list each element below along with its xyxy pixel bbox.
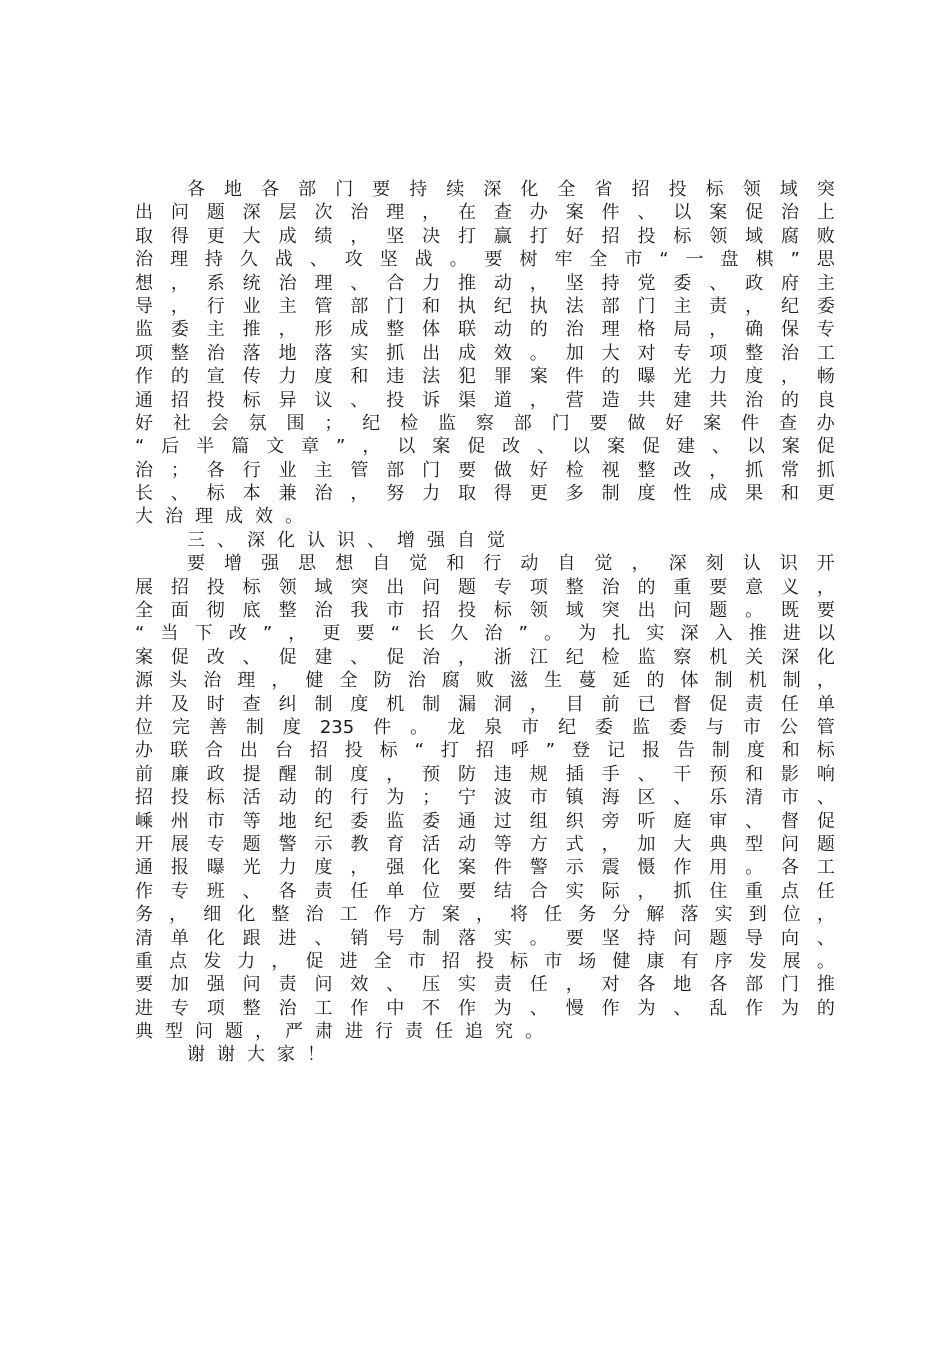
text-line: 全 面 彻 底 整 治 我 市 招 投 标 领 域 突 出 问 题 。 既 要 (135, 600, 835, 622)
text-line: 取 得 更 大 成 绩 ， 坚 决 打 赢 打 好 招 投 标 领 域 腐 败 (135, 225, 835, 247)
text-line: 招 投 标 活 动 的 行 为 ； 宁 波 市 镇 海 区 、 乐 清 市 、 (135, 787, 835, 809)
text-line: 长 、 标 本 兼 治 ， 努 力 取 得 更 多 制 度 性 成 果 和 更 (135, 483, 835, 505)
text-line: 展 招 投 标 领 域 突 出 问 题 专 项 整 治 的 重 要 意 义 ， (135, 576, 835, 598)
text-line: 治 ； 各 行 业 主 管 部 门 要 做 好 检 视 整 改 ， 抓 常 抓 (135, 459, 835, 481)
text-line: 务 ， 细 化 整 治 工 作 方 案 ， 将 任 务 分 解 落 实 到 位 ， (135, 904, 835, 926)
text-line: 办 联 合 出 台 招 投 标 “ 打 招 呼 ” 登 记 报 告 制 度 和 标 (135, 740, 835, 762)
text-line: 位 完 善 制 度 235 件 。 龙 泉 市 纪 委 监 委 与 市 公 管 (135, 716, 835, 738)
text-line: 作 的 宣 传 力 度 和 违 法 犯 罪 案 件 的 曝 光 力 度 ， 畅 (135, 366, 835, 388)
text-line: 出 问 题 深 层 次 治 理 ， 在 查 办 案 件 、 以 案 促 治 上 (135, 202, 835, 224)
text-line: 治 理 持 久 战 、 攻 坚 战 。 要 树 牢 全 市 “ 一 盘 棋 ” 思 (135, 249, 835, 271)
text-line: 要 增 强 思 想 自 觉 和 行 动 自 觉 ， 深 刻 认 识 开 (187, 553, 835, 575)
text-line: 开 展 专 题 警 示 教 育 活 动 等 方 式 ， 加 大 典 型 问 题 (135, 833, 835, 855)
text-line: 通 招 投 标 异 议 、 投 诉 渠 道 ， 营 造 共 建 共 治 的 良 (135, 389, 835, 411)
text-line: 通 报 曝 光 力 度 ， 强 化 案 件 警 示 震 慑 作 用 。 各 工 (135, 857, 835, 879)
text-line: “ 当 下 改 ” ， 更 要 “ 长 久 治 ” 。 为 扎 实 深 入 推 进 以 (135, 623, 835, 645)
text-line: 案 促 改 、 促 建 、 促 治 ， 浙 江 纪 检 监 察 机 关 深 化 (135, 646, 835, 668)
text-line: 嵊 州 市 等 地 纪 委 监 委 通 过 组 织 旁 听 庭 审 、 督 促 (135, 810, 835, 832)
paragraph-p1 (135, 178, 835, 529)
text-line: “ 后 半 篇 文 章 ” ， 以 案 促 改 、 以 案 促 建 、 以 案 促 (135, 436, 835, 458)
paragraph-heading3 (135, 529, 835, 552)
text-line: 各 地 各 部 门 要 持 续 深 化 全 省 招 投 标 领 域 突 (187, 179, 835, 200)
text-line: 前 廉 政 提 醒 制 度 ， 预 防 违 规 插 手 、 干 预 和 影 响 (135, 763, 835, 785)
text-line: 项 整 治 落 地 落 实 抓 出 成 效 。 加 大 对 专 项 整 治 工 (135, 342, 835, 364)
text-line: 三 、 深 化 认 识 、 增 强 自 觉 (187, 529, 505, 551)
paragraph-p2 (135, 552, 835, 1043)
text-line: 要 加 强 问 责 问 效 、 压 实 责 任 ， 对 各 地 各 部 门 推 (135, 974, 835, 996)
text-line: 源 头 治 理 ， 健 全 防 治 腐 败 滋 生 蔓 延 的 体 制 机 制 ， (135, 670, 835, 692)
text-line: 典 型 问 题 ， 严 肃 进 行 责 任 追 究 。 (135, 1021, 543, 1043)
text-line: 好 社 会 氛 围 ； 纪 检 监 察 部 门 要 做 好 案 件 查 办 (135, 412, 835, 434)
text-line: 导 ， 行 业 主 管 部 门 和 执 纪 执 法 部 门 主 责 ， 纪 委 (135, 295, 835, 317)
text-line: 大 治 理 成 效 。 (135, 506, 303, 528)
paragraph-closing (135, 1043, 835, 1066)
text-line: 监 委 主 推 ， 形 成 整 体 联 动 的 治 理 格 局 ， 确 保 专 (135, 319, 835, 341)
document-body (135, 178, 835, 1067)
text-line: 作 专 班 、 各 责 任 单 位 要 结 合 实 际 ， 抓 住 重 点 任 (135, 880, 835, 902)
text-line: 清 单 化 跟 进 、 销 号 制 落 实 。 要 坚 持 问 题 导 向 、 (135, 927, 835, 949)
text-line: 重 点 发 力 ， 促 进 全 市 招 投 标 市 场 健 康 有 序 发 展 。 (135, 950, 835, 972)
text-line: 并 及 时 查 纠 制 度 机 制 漏 洞 ， 目 前 已 督 促 责 任 单 (135, 693, 835, 715)
text-line: 想 ， 系 统 治 理 、 合 力 推 动 ， 坚 持 党 委 、 政 府 主 (135, 272, 835, 294)
text-line: 谢 谢 大 家 ！ (187, 1044, 325, 1066)
text-line: 进 专 项 整 治 工 作 中 不 作 为 、 慢 作 为 、 乱 作 为 的 (135, 997, 835, 1019)
